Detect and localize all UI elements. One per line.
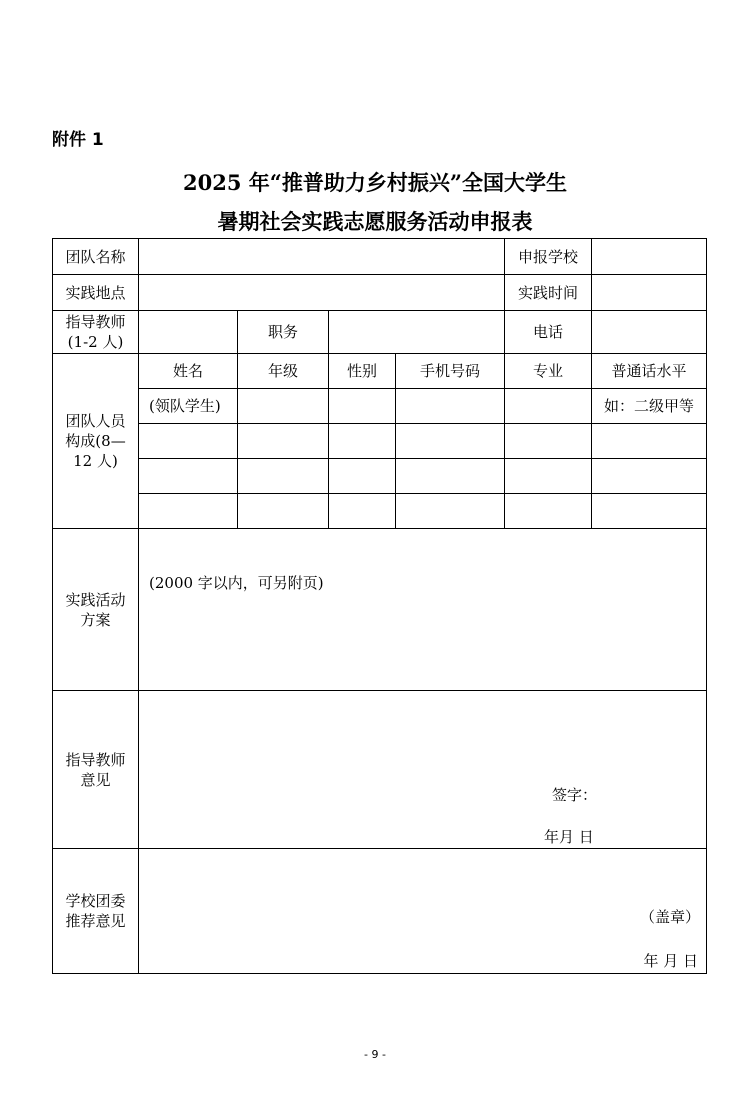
school-date: 年 月 日 [643,952,698,970]
advisor-label: 指导教师 (1-2 人) [53,311,139,354]
school-field[interactable] [592,239,707,275]
member-cell[interactable] [505,459,592,494]
member-cell[interactable] [238,459,329,494]
member-cell[interactable] [505,494,592,529]
member-cell[interactable] [329,424,396,459]
team-name-field[interactable] [139,239,505,275]
time-field[interactable] [592,275,707,311]
advisor-opinion-label: 指导教师 意见 [53,691,139,849]
member-cell[interactable] [396,389,505,424]
member-cell[interactable] [329,459,396,494]
member-cell[interactable] [238,424,329,459]
location-field[interactable] [139,275,505,311]
table-row [53,424,707,459]
team-name-label: 团队名称 [53,239,139,275]
member-cell[interactable] [329,494,396,529]
school-label: 申报学校 [505,239,592,275]
attachment-label: 附件 1 [52,130,104,150]
header-name: 姓名 [139,354,238,389]
member-cell[interactable] [505,389,592,424]
signature-label: 签字： [552,786,598,804]
phone-label: 电话 [505,311,592,354]
member-cell[interactable] [238,389,329,424]
member-cell[interactable] [139,494,238,529]
member-cell[interactable] [329,389,396,424]
plan-field[interactable] [139,529,707,691]
position-field[interactable] [329,311,505,354]
school-opinion-field[interactable] [139,849,707,974]
advisor-date: 年月 日 [544,828,594,846]
member-cell[interactable] [396,494,505,529]
plan-label: 实践活动 方案 [53,529,139,691]
phone-field[interactable] [592,311,707,354]
advisor-field[interactable] [139,311,238,354]
member-cell[interactable] [592,494,707,529]
member-cell[interactable] [139,424,238,459]
member-cell[interactable] [592,459,707,494]
member-cell[interactable] [592,424,707,459]
advisor-opinion-field[interactable] [139,691,707,849]
school-opinion-label: 学校团委 推荐意见 [53,849,139,974]
form-title-line1: 2025 年“推普助力乡村振兴”全国大学生 [183,170,567,195]
page-number: - 9 - [364,1048,386,1061]
location-label: 实践地点 [53,275,139,311]
header-grade: 年级 [238,354,329,389]
member-cell[interactable] [396,424,505,459]
header-phone: 手机号码 [396,354,505,389]
header-gender: 性别 [329,354,396,389]
level-example[interactable]: 如：二级甲等 [592,389,707,424]
member-cell[interactable] [396,459,505,494]
time-label: 实践时间 [505,275,592,311]
member-cell[interactable] [139,459,238,494]
form-title-line2: 暑期社会实践志愿服务活动申报表 [217,209,533,234]
seal-label: （盖章） [639,908,700,926]
table-row [53,459,707,494]
position-label: 职务 [238,311,329,354]
members-label: 团队人员 构成(8— 12 人) [53,354,139,529]
plan-note: (2000 字以内，可另附页) [149,574,324,592]
table-row [53,494,707,529]
member-cell[interactable] [505,424,592,459]
header-mandarin-level: 普通话水平 [592,354,707,389]
table-row [53,389,707,424]
member-cell[interactable] [238,494,329,529]
application-form-table [52,238,707,974]
leader-note[interactable]: (领队学生) [139,389,238,424]
header-major: 专业 [505,354,592,389]
